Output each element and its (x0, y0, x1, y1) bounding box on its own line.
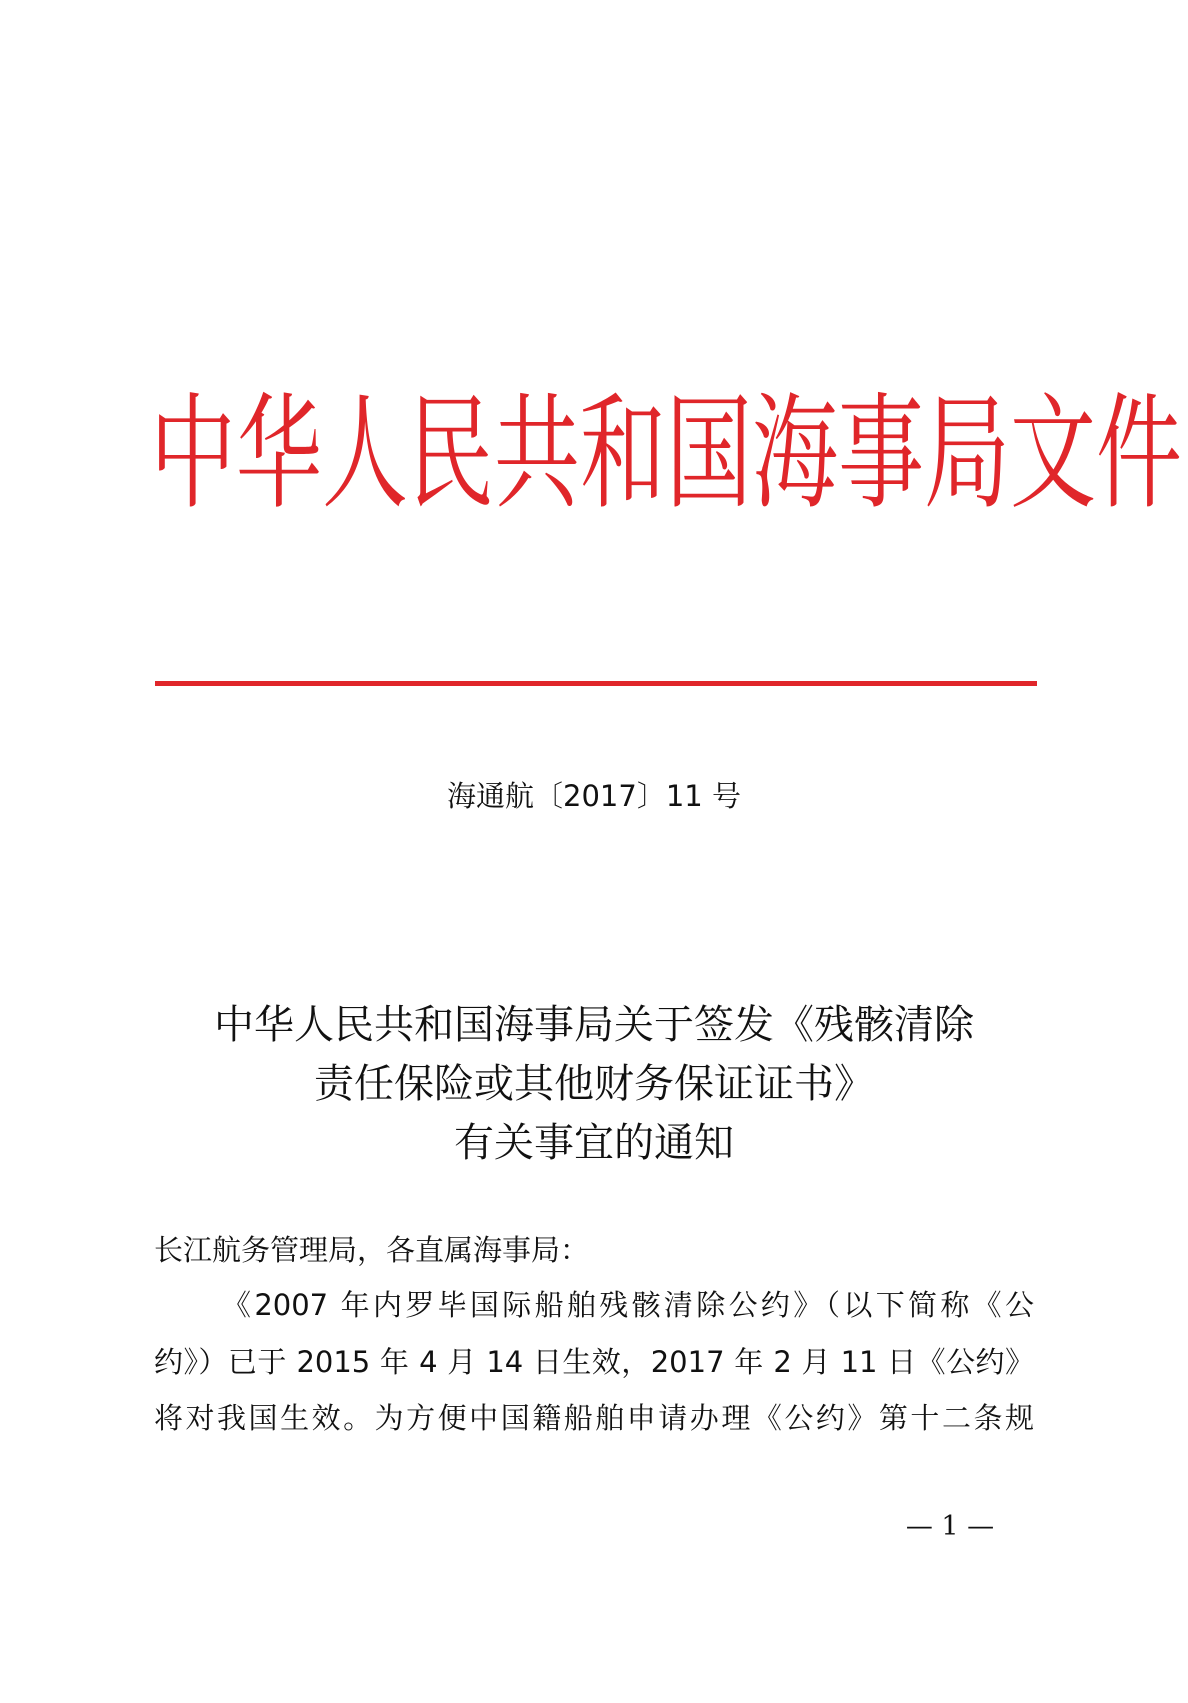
document-number: 海通航〔2017〕11 号 (447, 779, 741, 813)
document-header-title: 中华人民共和国海事局文件 (150, 381, 1182, 527)
page-number: — 1 — (905, 1511, 995, 1542)
document-title (150, 996, 1038, 1173)
body-text-line: 将对我国生效。为方便中国籍船舶申请办理《公约》第十二条规 (154, 1401, 1034, 1435)
document-title-line: 中华人民共和国海事局关于签发《残骸清除 (214, 1002, 974, 1048)
header-red-rule (155, 681, 1037, 686)
document-title-line: 责任保险或其他财务保证证书》 (314, 1061, 874, 1107)
body-text-line: 《2007 年内罗毕国际船舶残骸清除公约》（以下简称《公 (222, 1288, 1034, 1322)
body-text-line: 约》）已于 2015 年 4 月 14 日生效，2017 年 2 月 11 日《公约》 (154, 1345, 1034, 1379)
document-title-line: 有关事宜的通知 (454, 1120, 734, 1166)
salutation: 长江航务管理局，各直属海事局： (154, 1233, 590, 1267)
